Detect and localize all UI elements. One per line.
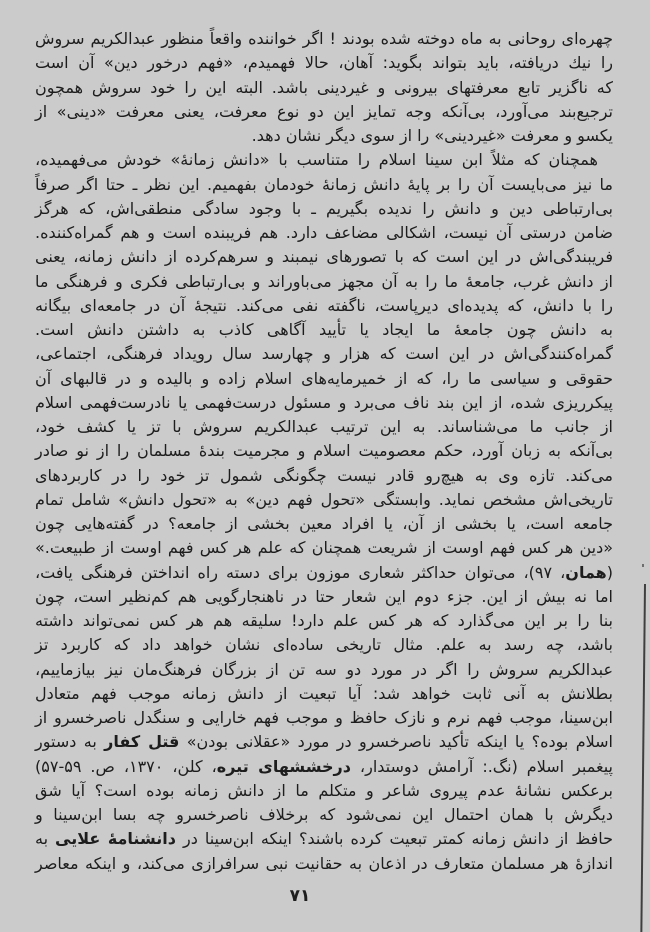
text-segment: حافظ از دانش زمانه کمتر تبعیت کرده باشند؟ اینکه ابن‌سینا در	[175, 829, 613, 849]
text-segment: ما نیز می‌بایست آن را بر پایهٔ دانش زمانهٔ خودمان بفهمیم. این نظر ـ حتا اگر صرفاً	[35, 174, 613, 194]
text-line	[35, 512, 613, 536]
text-segment: «دین هر کس فهم اوست از شریعت همچنان که علم هر کس فهم اوست از طبیعت.»	[35, 538, 613, 558]
text-segment: از جانب ما می‌شناساند. به این ترتیب عبدالکریم سروش با تز یا کشف خود،	[35, 417, 613, 436]
text-line	[35, 439, 613, 463]
text-line	[35, 585, 613, 609]
text-line	[35, 100, 613, 124]
page-edge-scan-artifact	[640, 584, 646, 932]
emphasis-text: قتل کفار	[104, 732, 180, 752]
text-line	[35, 536, 613, 560]
text-segment: باشد، چه رسد به علم. مثال تاریخی ساده‌ای نشان خواهد داد که کاربرد تز	[35, 635, 613, 655]
text-segment: از دانش غرب، جامعهٔ ما را به آن مجهز می‌باوراند و بی‌ارتباطی فکری و فرهنگی ما	[35, 271, 613, 291]
text-line	[35, 221, 613, 245]
text-line	[35, 633, 613, 657]
text-line	[35, 827, 613, 851]
text-segment: پیکرریزی شده، از این بند ناف می‌برد و مسئول درست‌فهمی یا نادرست‌فهمی اسلام	[35, 392, 613, 412]
text-segment: به دانش چون جامعهٔ ما ایجاد یا تأیید آگاهی کاذب به داشتن دانش است.	[35, 320, 613, 339]
text-line	[35, 803, 613, 827]
text-line	[35, 609, 613, 633]
text-line	[35, 658, 613, 682]
emphasis-text: درخششهای تیره	[216, 756, 351, 776]
text-line	[35, 294, 613, 318]
text-segment: اما نه بیش از این. جزء دوم این شعار حتا در ناهنجارگویی هم کم‌نظیر است، چون	[35, 586, 613, 606]
text-line	[35, 270, 613, 294]
text-segment: برعکس نشانهٔ عدم پیروی شاعر و متکلم ما از دانش زمانه بوده است؟ آیا شق	[35, 780, 613, 800]
text-line	[35, 148, 613, 172]
text-segment: حقوقی و سیاسی ما را، که از خمیرمایه‌های اسلام زاده و بالیده و در قالبهای آن	[35, 368, 613, 388]
text-line	[35, 488, 613, 512]
text-line	[35, 318, 613, 342]
text-line	[35, 342, 613, 366]
text-line	[35, 755, 613, 779]
text-segment: می‌کند. تازه وی به هیچ‌رو قادر نیست چگونگی شمول تز خود را در کاربردهای	[35, 465, 613, 485]
text-segment: به دستور	[35, 732, 105, 752]
page-number: ۷۱	[289, 886, 311, 906]
text-line	[35, 27, 613, 51]
text-segment: بی‌ارتباطی دین و دانش را ندیده بگیریم ـ با وجود سادگی منطقی‌اش، که هرگز	[35, 198, 613, 218]
text-line	[35, 706, 613, 730]
text-segment: عبدالکریم سروش را اگر در مورد دو سه تن از بزرگان فرهنگ‌مان نیز بیازماییم،	[35, 659, 613, 679]
text-line	[35, 51, 613, 75]
text-segment: (	[606, 562, 614, 582]
text-segment: جامعه است، یا بخشی از آن، یا افراد معین بخشی از جامعه؟ در گفته‌هایی چون	[35, 514, 613, 533]
text-segment: همچنان که مثلاً ابن سینا اسلام را متناسب با «دانش زمانهٔ» خودش می‌فهمیده،	[35, 150, 598, 170]
text-line	[35, 391, 613, 415]
text-segment: اسلام بوده؟ یا اینکه تأکید ناصرخسرو در مورد «عقلانی بودن»	[179, 732, 613, 752]
text-line	[35, 173, 613, 197]
text-segment: یکسو و معرفت «غیردینی» را از سوی دیگر نشان دهد.	[251, 126, 613, 145]
emphasis-text: همان	[565, 562, 607, 582]
text-segment: بنا را بر این می‌گذارد که هر کس علم دارد! سلیقه هم هر کس نمی‌تواند داشته	[35, 611, 613, 630]
text-segment: ضامن درستی آن نیست، اشکالی مضاعف دارد. هم فریبنده است و هم گمراه‌کننده.	[35, 223, 613, 242]
text-segment: تاریخی‌اش مشخص نماید. وابستگی «تحول فهم دین» به «تحول دانش» شامل تمام	[35, 489, 613, 509]
text-segment: گمراه‌کنندگی‌اش در این است که هزار و چهارسد سال رویداد فرهنگی، اجتماعی،	[35, 344, 613, 364]
emphasis-text: دانشنامهٔ علایی	[55, 829, 176, 849]
text-segment: فریبندگی‌اش در این است که با تصورهای نیمبند و سرهم‌کرده از دانش زمانه، یعنی	[35, 247, 613, 267]
text-line	[35, 124, 613, 148]
text-segment: ، کلن، ۱۳۷۰، ص. ۵۹-۵۷)	[35, 756, 217, 776]
text-segment: بطلانش به آنی ثابت خواهد شد: آیا تبعیت از دانش زمانه موجب فهم متعادل	[35, 683, 613, 703]
text-line	[35, 197, 613, 221]
text-segment: پیغمبر اسلام (نگ.: آرامش دوستدار،	[350, 756, 613, 776]
text-segment: اندازهٔ هر مسلمان متعارف در اذعان به حقانیت نبی سرافرازی می‌کند، و اینکه معاصر	[35, 853, 613, 873]
text-segment: را نیك دریافته، باید بتواند بگوید: آهان، حالا فهمیدم، «فهم درخور دین» آن است	[35, 53, 613, 73]
text-segment: که ناگزیر تابع معرفتهای بیرونی و غیردینی باشد. البته این را خود سروش همچون	[35, 77, 613, 97]
text-segment: چهره‌ای روحانی به ماه دوخته شده بودند ! اگر خواننده واقعاً منظور عبدالکریم سروش	[35, 29, 613, 48]
scan-speck	[642, 564, 644, 567]
text-line	[35, 245, 613, 269]
text-line	[35, 367, 613, 391]
text-line	[35, 852, 613, 876]
text-line	[35, 76, 613, 100]
text-line	[35, 561, 613, 585]
text-segment: ترجیع‌بند می‌آورد، بی‌آنکه وجه تمایز این دو نوع معرفت، یعنی معرفت «دینی» از	[35, 101, 613, 121]
text-line	[35, 682, 613, 706]
text-line	[35, 464, 613, 488]
text-segment: به	[35, 829, 56, 849]
text-segment: ، ۹۷)، می‌توان حداکثر شعاری موزون برای دسته راه انداختن فرهنگی یافت،	[35, 562, 566, 582]
text-segment: بی‌آنکه به زبان آورد، حکم معصومیت اسلام و مجرمیت بندهٔ مسلمان را از نو صادر	[35, 441, 613, 461]
text-segment: دیگرش با همان احتمال این نمی‌شود که برخلاف ناصرخسرو چه بسا ابن‌سینا و	[35, 805, 613, 824]
text-line	[35, 730, 613, 754]
text-line	[35, 415, 613, 439]
text-segment: ابن‌سینا، موجب فهم نرم و نازک حافظ و موجب فهم خارایی و سنگدل ناصرخسرو از	[35, 708, 613, 727]
text-segment: را با دانش، که پدیده‌ای دیرپاست، ناگفته نفی می‌کند. نتیجهٔ آن در جامعه‌ای بیگانه	[35, 295, 613, 315]
text-line	[35, 779, 613, 803]
page-text	[35, 27, 613, 876]
